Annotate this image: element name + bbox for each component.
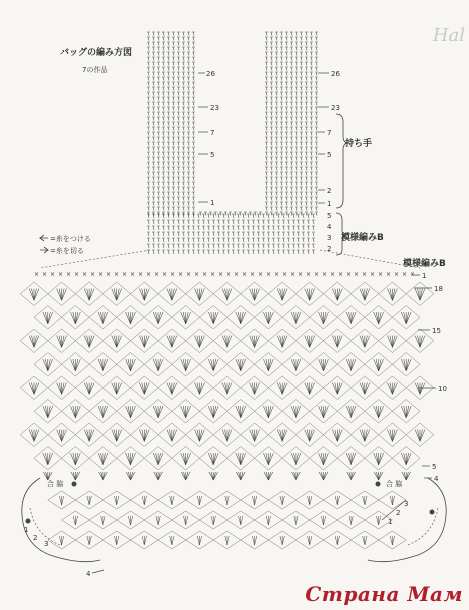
svg-text:×: × <box>378 271 384 278</box>
legend-cut: =糸を切る <box>50 247 84 255</box>
watermark: Страна Мам <box>305 582 463 606</box>
svg-text:×: × <box>274 271 280 278</box>
row-label: 1 <box>24 526 29 534</box>
svg-text:×: × <box>210 271 216 278</box>
handle-bracket <box>336 114 348 208</box>
svg-text:×: × <box>314 271 320 278</box>
row-label: 7 <box>327 129 332 137</box>
svg-text:×: × <box>250 271 256 278</box>
svg-text:×: × <box>322 271 328 278</box>
svg-text:×: × <box>338 271 344 278</box>
body-arrows <box>412 275 436 478</box>
row-label: 4 <box>327 223 332 231</box>
guide-lines <box>40 250 420 268</box>
svg-text:×: × <box>258 271 264 278</box>
band-row-labels <box>327 212 332 253</box>
svg-text:×: × <box>74 271 80 278</box>
row-label: 4 <box>434 475 439 483</box>
row-label: 1 <box>422 272 427 280</box>
handle-stitches <box>147 32 318 216</box>
svg-text:×: × <box>218 271 224 278</box>
row-label: 5 <box>210 151 215 159</box>
row-label: 2 <box>33 534 38 542</box>
row-label: 5 <box>432 463 437 471</box>
svg-text:×: × <box>202 271 208 278</box>
svg-text:×: × <box>242 271 248 278</box>
svg-text:×: × <box>266 271 272 278</box>
svg-text:×: × <box>394 271 400 278</box>
svg-text:×: × <box>114 271 120 278</box>
row-label: 4 <box>86 570 91 578</box>
row-label: 26 <box>206 70 215 78</box>
svg-text:×: × <box>290 271 296 278</box>
marker-dot <box>72 482 77 487</box>
handle-row-labels-left <box>206 70 219 207</box>
svg-text:×: × <box>186 271 192 278</box>
cut-yarn-icon <box>40 247 48 253</box>
svg-text:×: × <box>138 271 144 278</box>
svg-text:×: × <box>282 271 288 278</box>
diagram-title: バッグの編み方図 <box>60 48 133 58</box>
svg-text:×: × <box>306 271 312 278</box>
row-label: 3 <box>404 500 409 508</box>
row-label: 7 <box>210 129 215 137</box>
bottom-mark: 合 脇 <box>47 480 64 488</box>
svg-text:×: × <box>370 271 376 278</box>
marker-dot <box>376 482 381 487</box>
body-band-label: 模様編みB <box>403 259 446 269</box>
row-label: 18 <box>434 285 443 293</box>
legend <box>40 234 91 255</box>
svg-text:×: × <box>122 271 128 278</box>
svg-text:×: × <box>346 271 352 278</box>
svg-text:×: × <box>162 271 168 278</box>
svg-text:×: × <box>90 271 96 278</box>
svg-text:×: × <box>226 271 232 278</box>
band-label: 模様編みB <box>341 233 384 243</box>
row-label: 5 <box>327 212 332 220</box>
row-label: 3 <box>327 234 332 242</box>
svg-text:×: × <box>130 271 136 278</box>
svg-text:×: × <box>402 271 408 278</box>
svg-text:×: × <box>354 271 360 278</box>
svg-text:×: × <box>330 271 336 278</box>
row-label: 10 <box>438 385 447 393</box>
row-label: 15 <box>432 327 441 335</box>
row-label: 1 <box>327 200 332 208</box>
svg-text:×: × <box>194 271 200 278</box>
svg-text:×: × <box>42 271 48 278</box>
svg-text:×: × <box>298 271 304 278</box>
svg-text:×: × <box>362 271 368 278</box>
row-label: 5 <box>327 151 332 159</box>
svg-text:×: × <box>66 271 72 278</box>
row-label: 1 <box>388 518 393 526</box>
row-label: 3 <box>44 540 49 548</box>
band-stitches <box>147 214 315 254</box>
svg-text:×: × <box>170 271 176 278</box>
row-label: 1 <box>210 199 215 207</box>
row-label: 2 <box>396 509 401 517</box>
svg-text:×: × <box>34 271 40 278</box>
handle-row-labels-right <box>327 70 340 208</box>
legend-join: =糸をつける <box>50 235 91 243</box>
join-yarn-icon <box>40 235 48 241</box>
svg-text:×: × <box>234 271 240 278</box>
handle-arrows <box>198 73 332 203</box>
svg-text:×: × <box>386 271 392 278</box>
marker-dot <box>26 519 31 524</box>
svg-text:×: × <box>178 271 184 278</box>
svg-text:×: × <box>146 271 152 278</box>
row-label: 2 <box>327 187 332 195</box>
bottom-mark: 合 脇 <box>386 480 403 488</box>
row-label: 2 <box>327 245 332 253</box>
svg-text:×: × <box>50 271 56 278</box>
svg-text:×: × <box>106 271 112 278</box>
faint-logo: Hal <box>432 25 465 46</box>
svg-text:×: × <box>58 271 64 278</box>
svg-text:×: × <box>98 271 104 278</box>
svg-text:×: × <box>154 271 160 278</box>
bottom-left-corner <box>22 478 104 578</box>
svg-text:×: × <box>82 271 88 278</box>
row-label: 23 <box>331 104 340 112</box>
diagram-subtitle: 7の作品 <box>82 66 108 74</box>
handle-label: 持ち手 <box>345 139 373 149</box>
body-row-labels <box>422 272 447 483</box>
marker-dot <box>430 510 435 515</box>
svg-text:×: × <box>410 271 416 278</box>
row-label: 26 <box>331 70 340 78</box>
row-label: 23 <box>210 104 219 112</box>
